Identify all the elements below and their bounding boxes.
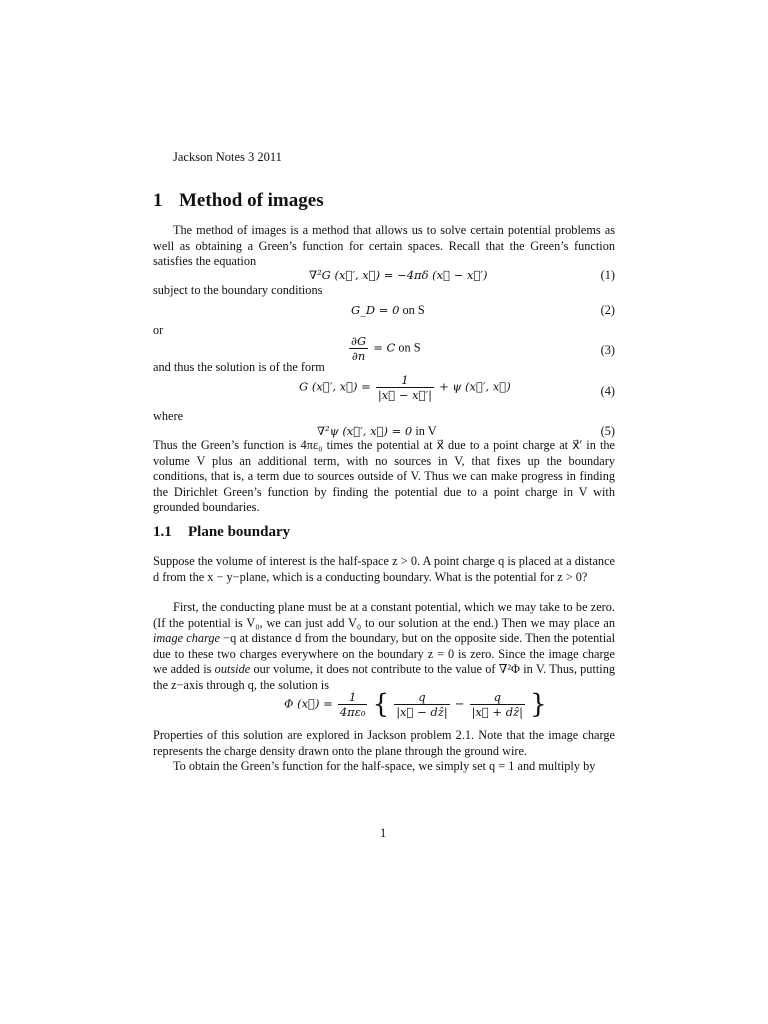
plane-paragraph-4: To obtain the Green’s function for the half-space, we simply set q = 1 and multiply by	[173, 759, 596, 773]
page-number: 1	[380, 826, 387, 840]
equation-3-fraction	[349, 334, 368, 363]
equation-3-denominator: ∂n	[349, 348, 368, 363]
equation-3-rhs: = C	[373, 340, 396, 355]
greens-function-paragraph: Thus the Green’s function is 4πε₀ times the potential at x⃗ due to a point charge at x⃗′ in the volume V plus an additional term, with no sources in V, that fixes up the boundary conditions, that is, a term due to sources outside of V. Thus we can make progress in finding the Dirichlet Green’s function by finding the potential due to a point charge in V with grounded boundaries.	[153, 438, 615, 515]
text-boundary-conditions: subject to the boundary conditions	[153, 283, 323, 297]
right-brace: }	[530, 689, 547, 720]
equation-6-prefactor	[338, 690, 368, 719]
equation-6-lhs: Φ (x⃗) =	[284, 696, 333, 711]
equation-5-expression: ∇²ψ (x⃗′, x⃗) = 0	[317, 424, 413, 438]
text-or: or	[153, 323, 164, 337]
equation-5-tag: (5)	[600, 424, 615, 438]
equation-2-text: on S	[402, 303, 425, 317]
minus-sign: −	[454, 696, 465, 711]
text-solution-form: and thus the solution is of the form	[153, 360, 325, 374]
plane-paragraph-3: Properties of this solution are explored in Jackson problem 2.1. Note that the image charge represents the charge density drawn onto the plane through the ground wire.	[153, 728, 615, 758]
equation-2-tag: (2)	[600, 303, 615, 317]
equation-6-term-1	[394, 690, 450, 719]
equation-4-denominator: |x⃗ − x⃗′|	[377, 388, 432, 402]
term-image-charge: image charge	[153, 631, 220, 646]
plane-paragraph-2-c: our volume, it does not contribute to the value of ∇²Φ in V. Thus, putting the z−axis through q, the solution is	[153, 662, 615, 692]
equation-6-term-2	[470, 690, 526, 719]
equation-3-tag: (3)	[600, 343, 615, 357]
equation-1	[153, 268, 615, 284]
section-title: Method of images	[179, 190, 324, 211]
subsection-title: Plane boundary	[188, 524, 291, 540]
equation-1-tag: (1)	[600, 268, 615, 282]
equation-6-term-2-numerator: q	[493, 690, 501, 704]
equation-3-text: on S	[398, 340, 421, 355]
equation-1-expression: ∇²G (x⃗′, x⃗) = −4πδ (x⃗ − x⃗′)	[309, 268, 488, 282]
left-brace: {	[372, 689, 390, 720]
plane-paragraph-2-a: First, the conducting plane must be at a constant potential, which we may take to be zero. (If the potential is V₀, we can just add V₀ to our solution at the end.) Then we may place an	[153, 600, 615, 630]
equation-6-term-2-denominator: |x⃗ + dẑ|	[471, 705, 524, 719]
running-header: Jackson Notes 3 2011	[173, 150, 282, 164]
section-heading	[153, 190, 324, 212]
term-outside: outside	[214, 662, 251, 677]
equation-6-prefactor-numerator: 1	[348, 690, 357, 704]
equation-6-term-1-denominator: |x⃗ − dẑ|	[396, 705, 448, 719]
equation-3-numerator: ∂G	[351, 334, 367, 348]
equation-4-tag: (4)	[600, 384, 615, 398]
equation-4-lhs: G (x⃗′, x⃗) =	[299, 379, 371, 394]
text-where: where	[153, 409, 184, 423]
equation-4	[153, 373, 615, 409]
section-number: 1	[153, 190, 163, 211]
equation-4-fraction	[376, 373, 434, 402]
subsection-heading	[153, 524, 290, 541]
equation-6-term-1-numerator: q	[418, 690, 426, 704]
equation-2	[153, 303, 615, 319]
equation-6	[153, 690, 615, 730]
plane-paragraph-2	[153, 600, 615, 694]
intro-paragraph: The method of images is a method that allows us to solve certain potential problems as well as obtaining a Green’s function for certain spaces. Recall that the Green’s function satisfies the equation	[153, 223, 615, 269]
plane-paragraph-2-b: −q at distance d from the boundary, but on the opposite side. Then the potential due to these two charges everywhere on the boundary z = 0 is zero. Since the image charge we added is	[153, 631, 615, 677]
subsection-number: 1.1	[153, 524, 172, 540]
equation-6-prefactor-denominator: 4πε₀	[339, 705, 366, 719]
plane-paragraph-1: Suppose the volume of interest is the half-space z > 0. A point charge q is placed at a distance d from the x − y−plane, which is a conducting boundary. What is the potential for z > 0?	[153, 554, 615, 584]
equation-5-text: in V	[415, 424, 437, 438]
equation-4-rhs: + ψ (x⃗′, x⃗)	[439, 379, 511, 394]
equation-4-numerator: 1	[401, 373, 409, 387]
equation-2-expression: G_D = 0	[351, 303, 400, 317]
